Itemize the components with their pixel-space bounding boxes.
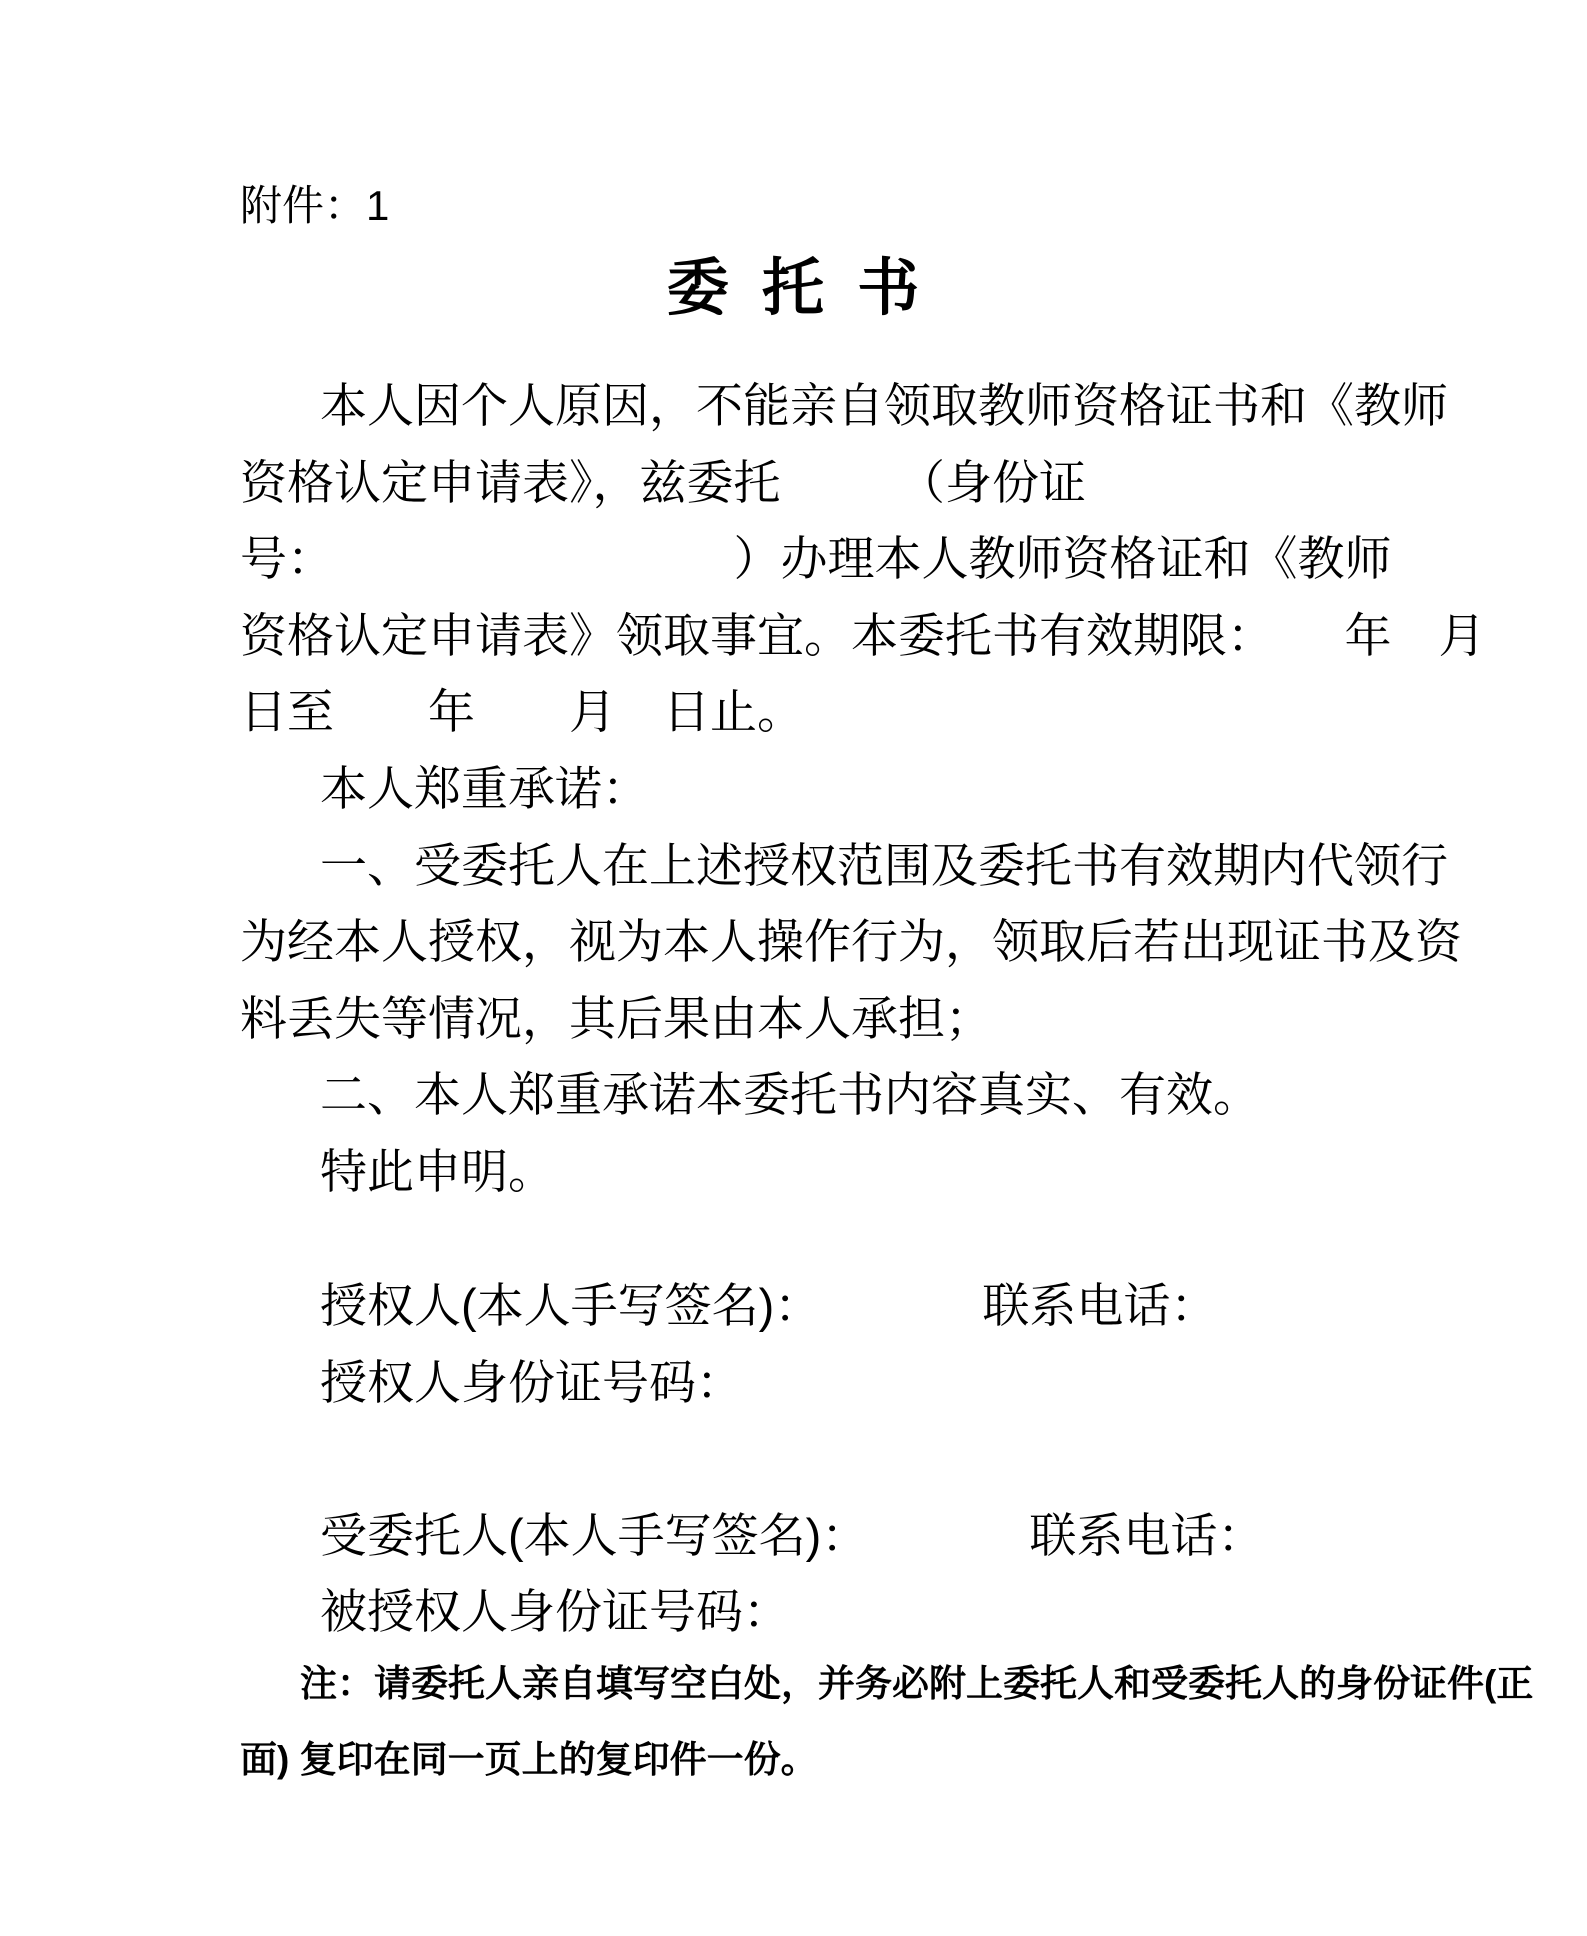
document-title: 委 托 书	[666, 254, 921, 323]
note-line-2: 面) 复印在同一页上的复印件一份。	[240, 1739, 818, 1780]
body-line: 料丢失等情况，其后果由本人承担；	[240, 991, 992, 1045]
body-line: 资格认定申请表》，兹委托 （身份证	[240, 455, 1086, 509]
note-line-1: 注：请委托人亲自填写空白处，并务必附上委托人和受委托人的身份证件(正	[300, 1663, 1534, 1704]
body-line: 特此申明。	[320, 1144, 555, 1198]
body-line: 本人郑重承诺：	[320, 761, 649, 815]
signature-section	[240, 1268, 1550, 1651]
note-section	[240, 1646, 1575, 1798]
trustee-id-row: 被授权人身份证号码：	[320, 1585, 790, 1639]
authorizer-signature-row	[240, 1268, 1550, 1345]
body-line: 一、受委托人在上述授权范围及委托书有效期内代领行	[320, 838, 1448, 892]
body-line: 资格认定申请表》领取事宜。本委托书有效期限： 年 月	[240, 608, 1486, 662]
body-line: 日至 年 月 日止。	[240, 685, 804, 739]
trustee-signature-row	[240, 1498, 1550, 1575]
signature-spacer	[240, 1421, 1550, 1498]
trustee-signature-label: 受委托人(本人手写签名)：	[320, 1508, 869, 1562]
authorizer-signature-label: 授权人(本人手写签名)：	[320, 1279, 822, 1332]
body-line: 本人因个人原因，不能亲自领取教师资格证书和《教师	[320, 379, 1448, 432]
body-line: 号： ）办理本人教师资格证和《教师	[240, 532, 1392, 586]
authorizer-phone-label: 联系电话：	[982, 1279, 1218, 1332]
document-body	[240, 368, 1550, 1211]
attachment-label: 附件：1	[240, 182, 390, 229]
trustee-phone-label: 联系电话：	[1029, 1508, 1265, 1562]
body-line: 二、本人郑重承诺本委托书内容真实、有效。	[320, 1068, 1260, 1122]
body-line: 为经本人授权，视为本人操作行为，领取后若出现证书及资	[240, 915, 1462, 969]
authorizer-id-row: 授权人身份证号码：	[320, 1355, 743, 1409]
